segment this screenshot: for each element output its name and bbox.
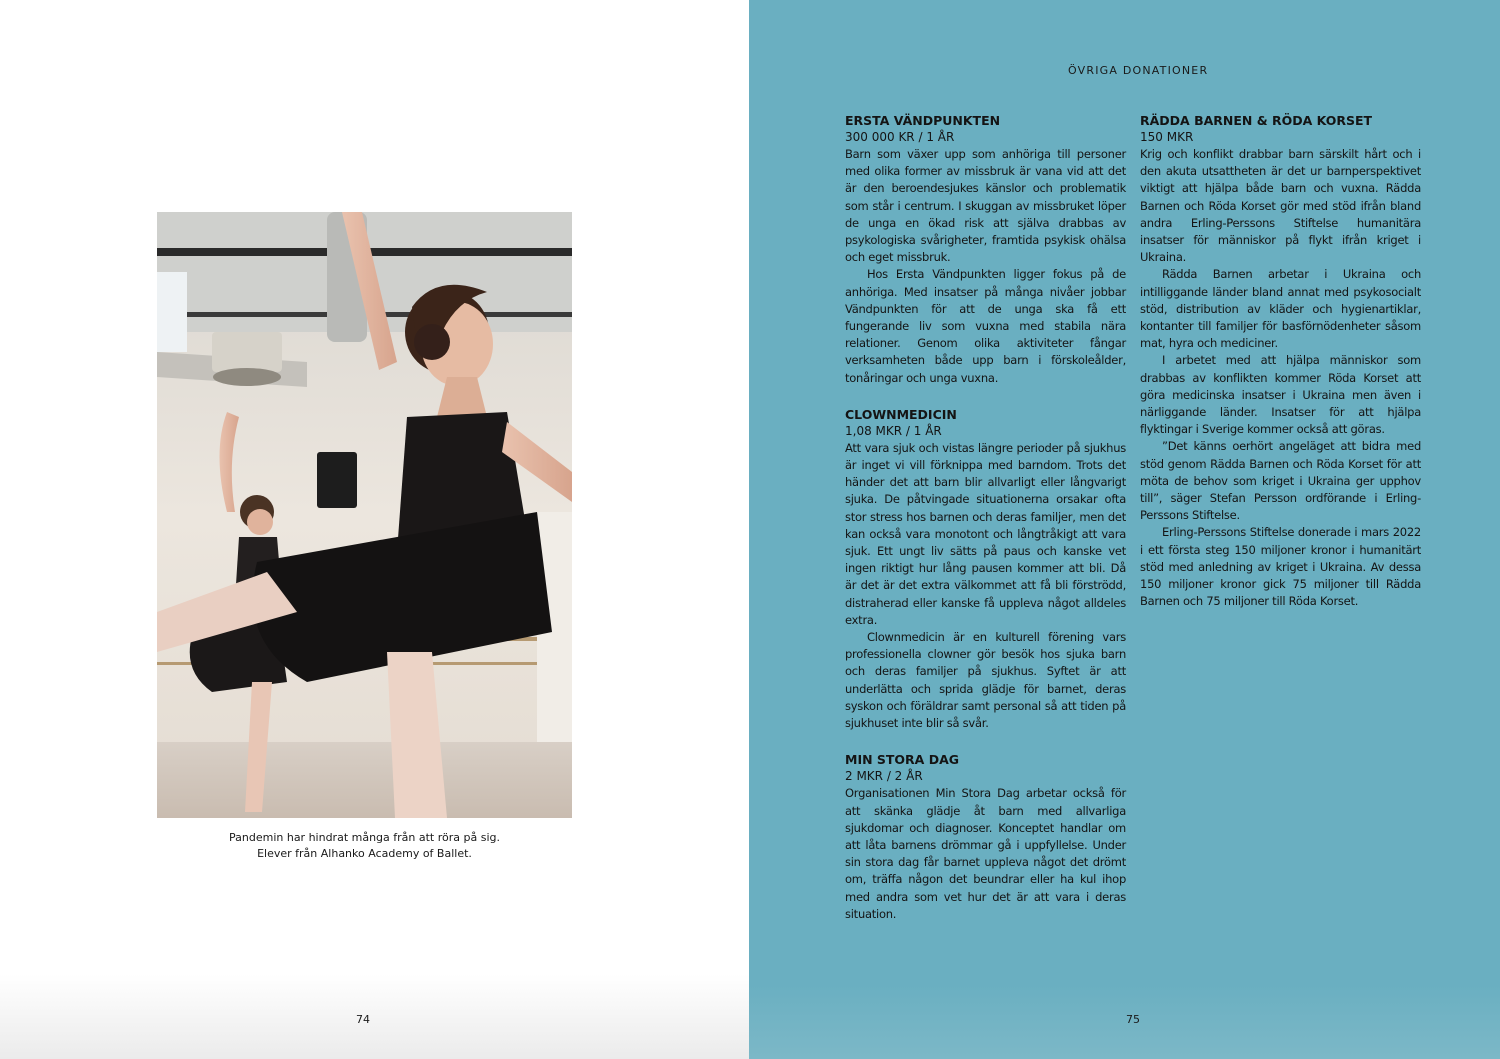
section-paragraph: Barn som växer upp som anhöriga till personer med olika former av missbruk är vana vid att det är den beroendesjukes känslor och problematik som står i centrum. I skuggan av missbruket löper de unga en ökad risk att själva drabbas av psykologiska svårigheter, framtida psykisk ohälsa och eget missbruk. xyxy=(845,147,1126,265)
section-paragraph: Krig och konflikt drabbar barn särskilt hårt och i den akuta utsattheten är det ur barnperspektivet viktigt att hjälpa både barn och vuxna. Rädda Barnen och Röda Korset gör med stöd ifrån bland andra Erling-Perssons Stiftelse humanitära insatser för människor på flykt ifrån kriget i Ukraina. xyxy=(1140,147,1421,265)
section-paragraph: I arbetet med att hjälpa människor som drabbas av konflikten kommer Röda Korset att göra medicinska insatser i Ukraina men även i närliggande länder. Insatser för att hjälpa flyktingar i Sverige kommer också att göras. xyxy=(1140,353,1421,437)
page-number-right: 75 xyxy=(1126,1013,1140,1026)
text-column-left xyxy=(845,112,1126,942)
caption-line-2: Elever från Alhanko Academy of Ballet. xyxy=(257,847,472,860)
section-title: RÄDDA BARNEN & RÖDA KORSET xyxy=(1140,113,1373,128)
section-title: ERSTA VÄNDPUNKTEN xyxy=(845,113,1001,128)
section-ersta-vandpunkten xyxy=(845,112,1126,387)
text-column-right xyxy=(1140,112,1421,629)
section-amount: 300 000 KR / 1 ÅR xyxy=(845,130,955,144)
section-clownmedicin xyxy=(845,406,1126,732)
caption-line-1: Pandemin har hindrat många från att röra på sig. xyxy=(229,831,500,844)
section-paragraph: Organisationen Min Stora Dag arbetar också för att skänka glädje åt barn med allvarliga sjukdomar och diagnoser. Konceptet handlar om att låta barnens drömmar gå i uppfyllelse. Under sin stora dag får barnet uppleva något det drömt om, träffa någon det beundrar eller ha kul ihop med andra som vet hur det är att vara i deras situation. xyxy=(845,786,1126,921)
running-head: ÖVRIGA DONATIONER xyxy=(1068,64,1209,77)
section-paragraph: Rädda Barnen arbetar i Ukraina och intilliggande länder bland annat med psykosocialt stöd, distribution av kläder och hygienartiklar, kontanter till familjer för basförnödenheter såsom mat, hyra och mediciner. xyxy=(1140,267,1421,351)
ballet-photo xyxy=(157,212,572,818)
section-amount: 150 MKR xyxy=(1140,130,1194,144)
section-paragraph: Clownmedicin är en kulturell förening vars professionella clowner gör besök hos sjuka barn och deras familjer på sjukhus. Syftet är att underlätta och sprida glädje för barnet, deras syskon och föräldrar samt personal så att tiden på sjukhuset inte blir så svår. xyxy=(845,630,1126,731)
section-paragraph: Hos Ersta Vändpunkten ligger fokus på de anhöriga. Med insatser på många nivåer jobbar Vändpunkten för att de unga ska få ett fungerande liv som vuxna med stabila nära relationer. Genom olika aktiviteter fångar verksamheten både upp barn i förskoleålder, tonåringar och unga vuxna. xyxy=(845,267,1126,385)
section-amount: 1,08 MKR / 1 ÅR xyxy=(845,423,942,438)
section-paragraph: Att vara sjuk och vistas längre perioder på sjukhus är inget vi vill förknippa med barndom. Trots det händer det att barn blir allvarligt eller långvarigt sjuka. De påtvingade situationerna orsakar ofta stor stress hos barnen och deras familjer, men det kan också vara monotont och långtråkigt att vara sjuk. Ett ungt liv sätts på paus och kanske vet ingen riktigt hur lång pausen kommer att bli. Då är det är det extra välkommet att få bli förströdd, distraherad eller kanske få uppleva något alldeles extra. xyxy=(845,440,1126,627)
section-title: MIN STORA DAG xyxy=(845,752,960,768)
section-min-stora-dag xyxy=(845,751,1126,923)
left-page xyxy=(0,0,749,1059)
section-paragraph: Erling-Perssons Stiftelse donerade i mars 2022 i ett första steg 150 miljoner kronor i humanitärt stöd med anledning av kriget i Ukraina. Av dessa 150 miljoner kronor gick 75 miljoner till Rädda Barnen och 75 miljoner till Röda Korset. xyxy=(1140,525,1421,609)
section-radda-barnen-roda-korset xyxy=(1140,112,1421,610)
section-amount: 2 MKR / 2 ÅR xyxy=(845,769,923,784)
section-paragraph: ”Det känns oerhört angeläget att bidra med stöd genom Rädda Barnen och Röda Korset för att möta de behov som kriget i Ukraina ger upphov till”, säger Stefan Persson ordförande i Erling-Perssons Stiftelse. xyxy=(1140,439,1421,523)
section-title: CLOWNMEDICIN xyxy=(845,406,957,422)
ballet-dancers-photo-icon xyxy=(157,212,572,818)
page-number-left: 74 xyxy=(356,1013,370,1026)
photo-caption xyxy=(157,830,572,862)
